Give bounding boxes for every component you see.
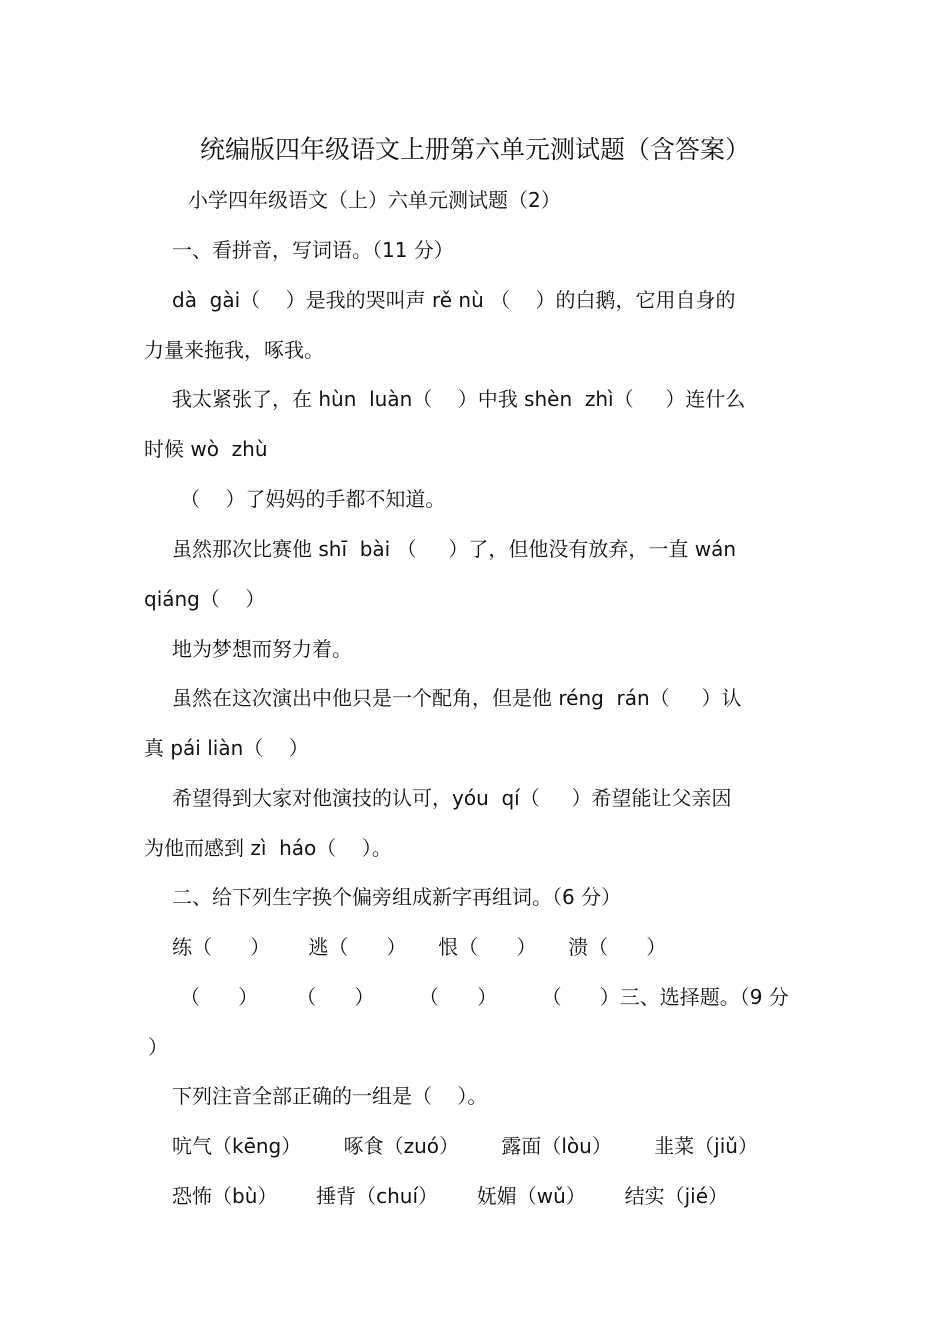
section-1-item-2-line-1: 我太紧张了，在 hùn luàn（ ）中我 shèn zhì（ ）连什么 — [172, 387, 746, 411]
section-1-item-1-line-1: dà gài（ ）是我的哭叫声 rě nù （ ）的白鹅，它用自身的 — [172, 288, 736, 312]
section-2-chars-line: 练（ ） 逃（ ） 恨（ ） 溃（ ） — [172, 935, 667, 959]
section-1-item-5-line-2: 为他而感到 zì háo（ ）。 — [144, 836, 392, 860]
section-1-item-4-line-1: 虽然在这次演出中他只是一个配角，但是他 réng rán（ ）认 — [172, 686, 742, 710]
option-1-word-2: 啄食（zuó） — [343, 1134, 460, 1158]
section-1-item-5-line-1: 希望得到大家对他演技的认可，yóu qí（ ）希望能让父亲因 — [172, 786, 732, 810]
section-1-item-3-line-3: 地为梦想而努力着。 — [172, 637, 352, 661]
section-2-blanks-line: （ ） （ ） （ ） （ ）三、选择题。（9 分 — [180, 985, 789, 1009]
section-1-item-1-line-2: 力量来拖我，啄我。 — [144, 338, 324, 362]
section-1-heading: 一、看拼音，写词语。（11 分） — [172, 238, 454, 262]
section-2-tail: ） — [148, 1035, 168, 1059]
option-2-word-2: 捶背（chuí） — [316, 1184, 439, 1208]
option-2-word-3: 妩媚（wǔ） — [476, 1184, 586, 1208]
option-1-word-4: 韭菜（jiǔ） — [654, 1134, 758, 1158]
section-1-item-2-line-3: （ ）了妈妈的手都不知道。 — [180, 487, 446, 511]
option-row-2 — [172, 1181, 728, 1211]
section-1-item-3-line-1: 虽然那次比赛他 shī bài （ ）了，但他没有放弃，一直 wán — [172, 537, 737, 561]
section-1-item-3-line-2: qiáng（ ） — [144, 587, 266, 611]
section-2-heading: 二、给下列生字换个偏旁组成新字再组词。（6 分） — [172, 885, 622, 909]
document-title: 统编版四年级语文上册第六单元测试题（含答案） — [199, 135, 750, 164]
section-1-item-4-line-2: 真 pái liàn（ ） — [144, 736, 309, 760]
option-row-1 — [172, 1131, 758, 1161]
option-1-word-1: 吭气（kēng） — [172, 1134, 302, 1158]
section-3-question: 下列注音全部正确的一组是（ ）。 — [172, 1084, 488, 1108]
section-1-item-2-line-2: 时候 wò zhù — [144, 437, 268, 461]
document-subtitle: 小学四年级语文（上）六单元测试题（2） — [188, 188, 561, 212]
option-2-word-1: 恐怖（bù） — [172, 1184, 278, 1208]
option-1-word-3: 露面（lòu） — [501, 1134, 612, 1158]
option-2-word-4: 结实（jié） — [624, 1184, 728, 1208]
